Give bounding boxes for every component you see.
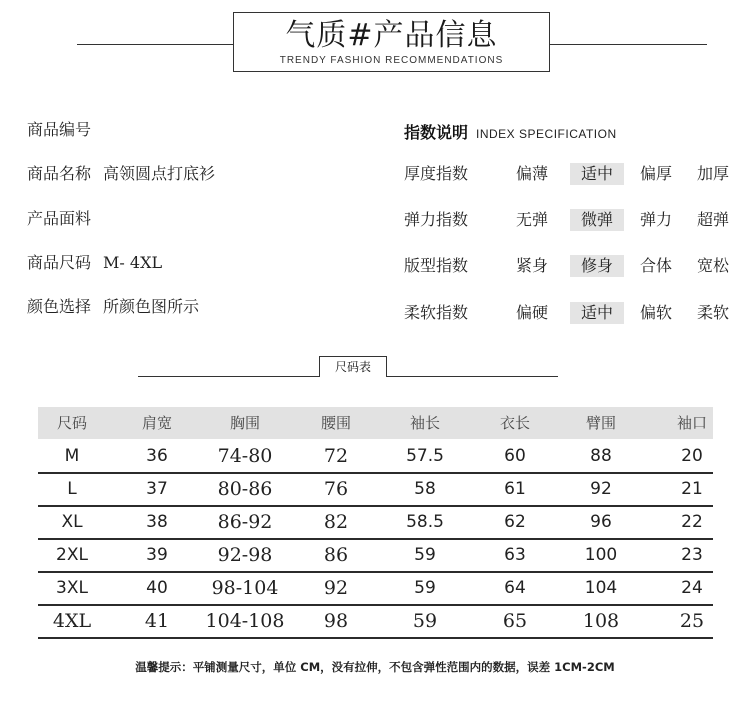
table-cell: 24 — [681, 578, 703, 598]
table-cell: 98-104 — [211, 577, 279, 599]
page-subtitle: TRENDY FASHION RECOMMENDATIONS — [279, 55, 504, 66]
header-line-right — [550, 44, 707, 45]
index-label: 弹力指数 — [404, 210, 469, 229]
index-option-selected: 修身 — [570, 255, 624, 277]
table-cell: 100 — [584, 545, 618, 565]
table-cell: 96 — [590, 512, 612, 532]
product-code-label: 商品编号 — [27, 120, 92, 139]
table-cell: 59 — [412, 610, 438, 632]
table-cell: M — [64, 446, 80, 466]
index-option: 合体 — [639, 256, 672, 275]
table-cell: 58 — [414, 479, 436, 499]
index-option: 偏软 — [639, 303, 672, 322]
product-fabric-row — [27, 209, 91, 229]
table-cell: 92 — [323, 577, 349, 599]
table-cell: 25 — [679, 610, 705, 632]
table-row — [38, 507, 713, 540]
table-cell: 22 — [681, 512, 703, 532]
table-cell: 37 — [146, 479, 168, 499]
index-option: 柔软 — [696, 303, 729, 322]
product-size-value: M- 4XL — [103, 253, 163, 272]
table-cell: 59 — [414, 578, 436, 598]
product-code-row — [27, 120, 91, 140]
size-chart-title: 尺码表 — [319, 356, 387, 377]
table-cell: 61 — [504, 479, 526, 499]
table-cell: 80-86 — [217, 478, 273, 500]
table-cell: XL — [61, 512, 83, 532]
index-option: 宽松 — [696, 256, 729, 275]
table-cell: 60 — [504, 446, 526, 466]
product-name-row — [27, 164, 215, 184]
table-cell: 58.5 — [406, 512, 444, 532]
table-cell: 41 — [144, 610, 170, 632]
table-header-cell: 腰围 — [320, 414, 351, 432]
index-option: 超弹 — [696, 210, 729, 229]
table-header-cell: 臂围 — [585, 414, 616, 432]
table-cell: 82 — [323, 511, 349, 533]
index-option-selected: 微弹 — [570, 209, 624, 231]
table-cell: 39 — [146, 545, 168, 565]
table-header-cell: 胸围 — [229, 414, 260, 432]
table-header-cell: 衣长 — [499, 414, 530, 432]
table-cell: 4XL — [52, 610, 92, 632]
table-cell: 64 — [504, 578, 526, 598]
table-cell: 23 — [681, 545, 703, 565]
table-cell: 2XL — [56, 545, 88, 565]
table-cell: 104-108 — [205, 610, 285, 632]
table-cell: 108 — [582, 610, 620, 632]
table-header-cell: 袖口 — [676, 414, 707, 432]
size-table-header — [38, 407, 713, 439]
table-cell: 20 — [681, 446, 703, 466]
product-color-value: 所颜色图所示 — [103, 297, 200, 316]
index-title-en: INDEX SPECIFICATION — [476, 127, 617, 141]
table-cell: 63 — [504, 545, 526, 565]
table-cell: 62 — [504, 512, 526, 532]
index-option: 弹力 — [639, 210, 672, 229]
index-option: 偏薄 — [515, 164, 548, 183]
table-cell: 104 — [584, 578, 618, 598]
index-option: 无弹 — [515, 210, 548, 229]
index-label: 柔软指数 — [404, 303, 469, 322]
table-row — [38, 573, 713, 606]
product-size-label: 商品尺码 — [27, 253, 92, 272]
product-fabric-label: 产品面料 — [27, 209, 92, 228]
table-cell: 88 — [590, 446, 612, 466]
index-option-selected: 适中 — [570, 302, 624, 324]
index-option: 偏硬 — [515, 303, 548, 322]
table-cell: 3XL — [56, 578, 88, 598]
measurement-note: 温馨提示：平铺测量尺寸，单位 CM，没有拉伸，不包含弹性范围内的数据，误差 1CM-2CM — [135, 660, 615, 674]
index-option-selected: 适中 — [570, 163, 624, 185]
product-name-label: 商品名称 — [27, 164, 92, 183]
table-cell: 76 — [323, 478, 349, 500]
table-header-cell: 肩宽 — [141, 414, 172, 432]
table-cell: 74-80 — [217, 445, 273, 467]
index-title: 指数说明 — [404, 123, 469, 142]
index-heading — [404, 120, 617, 143]
index-label: 厚度指数 — [404, 164, 469, 183]
table-cell: 92-98 — [217, 544, 273, 566]
index-option: 偏厚 — [639, 164, 672, 183]
index-label: 版型指数 — [404, 256, 469, 275]
table-cell: L — [67, 479, 77, 499]
header-line-left — [77, 44, 233, 45]
index-option: 紧身 — [515, 256, 548, 275]
title-box — [233, 12, 550, 72]
table-header-cell: 尺码 — [56, 414, 87, 432]
table-cell: 86 — [323, 544, 349, 566]
table-header-cell: 袖长 — [409, 414, 440, 432]
index-option: 加厚 — [696, 164, 729, 183]
table-cell: 36 — [146, 446, 168, 466]
table-cell: 40 — [146, 578, 168, 598]
product-color-row — [27, 297, 199, 317]
table-cell: 86-92 — [217, 511, 273, 533]
table-row — [38, 540, 713, 573]
table-row — [38, 441, 713, 474]
table-cell: 21 — [681, 479, 703, 499]
table-cell: 38 — [146, 512, 168, 532]
table-cell: 72 — [323, 445, 349, 467]
table-row — [38, 474, 713, 507]
table-row — [38, 606, 713, 639]
product-color-label: 颜色选择 — [27, 297, 92, 316]
table-cell: 92 — [590, 479, 612, 499]
table-cell: 98 — [323, 610, 349, 632]
product-name-value: 高领圆点打底衫 — [103, 164, 216, 183]
product-size-row — [27, 253, 162, 273]
table-cell: 59 — [414, 545, 436, 565]
table-cell: 65 — [502, 610, 528, 632]
page-title: 气质#产品信息 — [285, 18, 498, 53]
table-cell: 57.5 — [406, 446, 444, 466]
